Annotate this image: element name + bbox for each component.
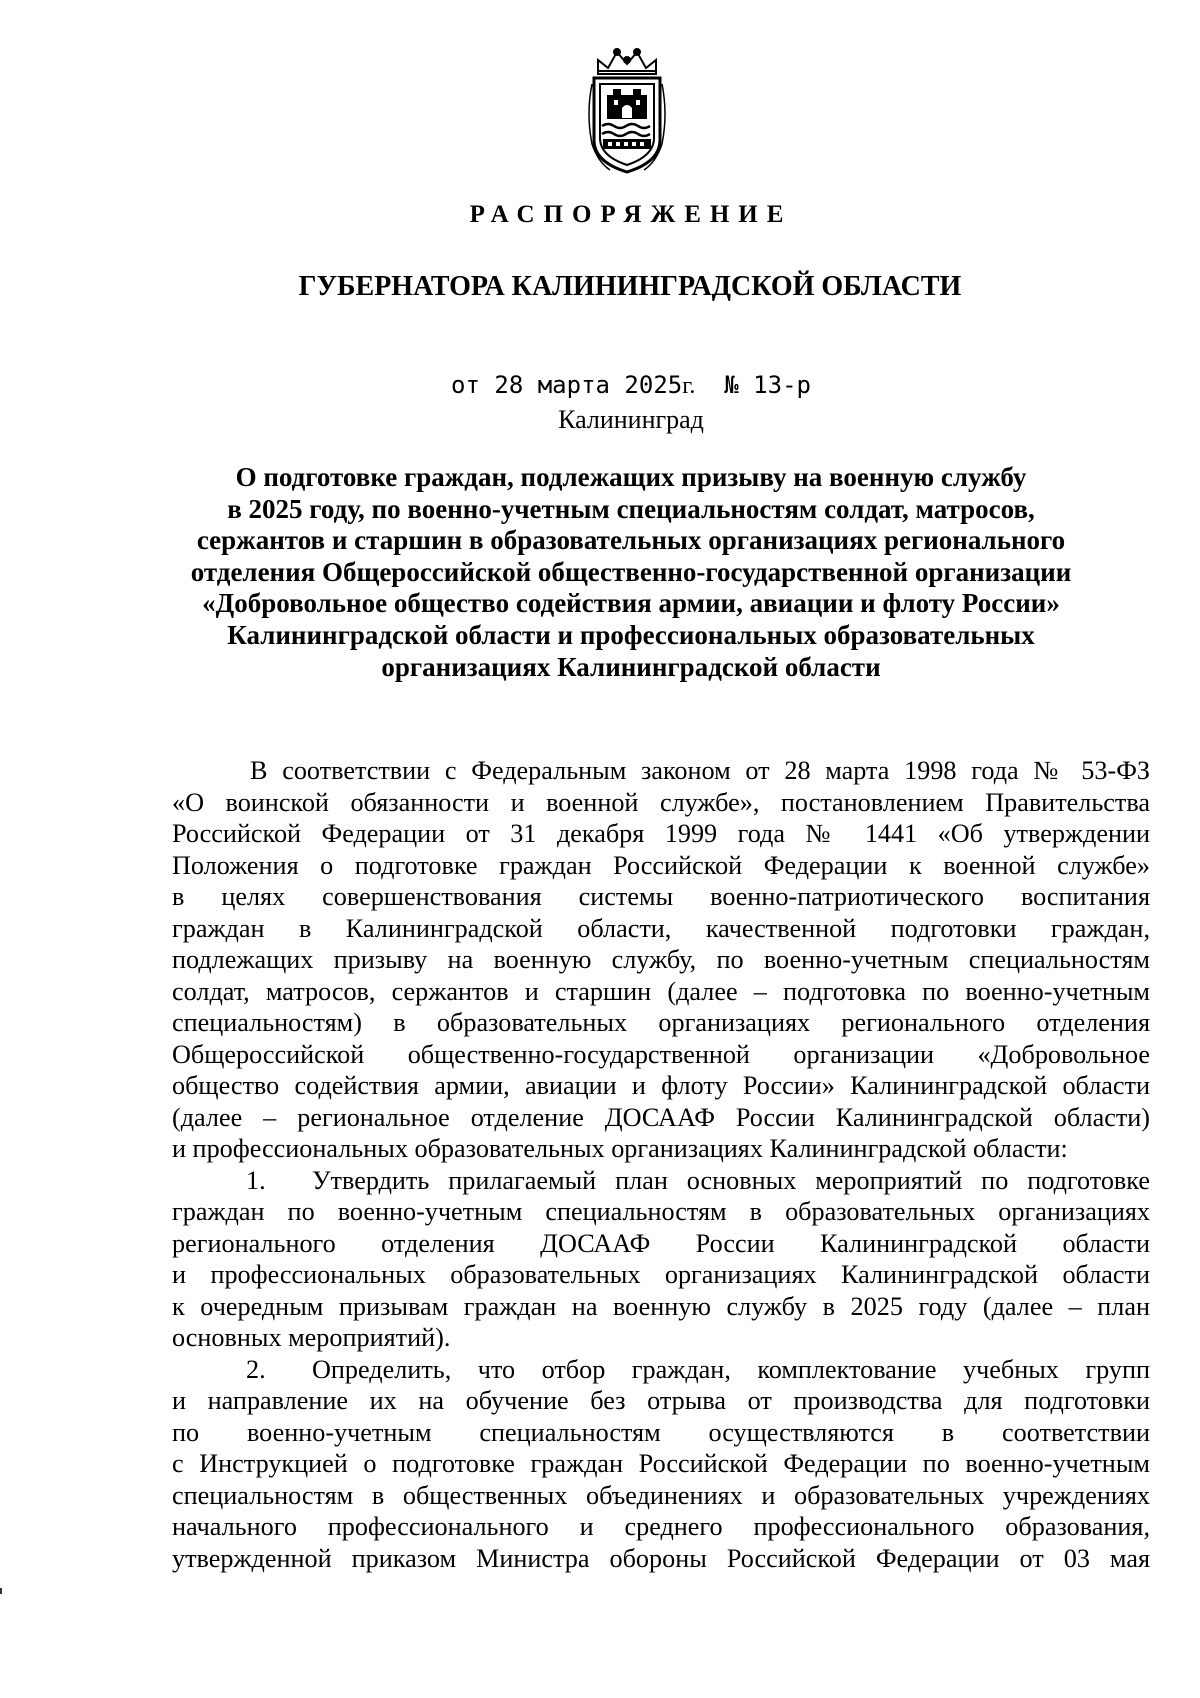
body-line: основных мероприятий). <box>172 1323 451 1352</box>
body-line: с Инструкцией о подготовке граждан Российской Федерации по военно-учетным <box>172 1449 1150 1478</box>
body-line: граждан в Калининградской области, качественной подготовки граждан, <box>172 913 1150 943</box>
title-line: в 2025 году, по военно-учетным специальностям солдат, матросов, <box>227 493 1035 524</box>
body-line: утвержденной приказом Министра обороны Российской Федерации от 03 мая <box>172 1543 1150 1573</box>
document-city: Калининград <box>558 405 704 434</box>
document-type-heading: РАСПОРЯЖЕНИЕ <box>469 201 793 228</box>
body-line: солдат, матросов, сержантов и старшин (далее – подготовка по военно-учетным <box>172 976 1150 1006</box>
body-line: специальностям в общественных объединениях и образовательных учреждениях <box>172 1480 1150 1510</box>
body-line: специальностям) в образовательных организациях регионального отделения <box>172 1008 1150 1037</box>
item-number: 1. <box>246 1165 266 1195</box>
scan-artifact-mark <box>0 1588 2 1594</box>
item-number: 2. <box>246 1354 266 1384</box>
body-line: (далее – региональное отделение ДОСААФ России Калининградской области) <box>172 1102 1150 1132</box>
body-line: к очередным призывам граждан на военную службу в 2025 году (далее – план <box>172 1291 1150 1321</box>
document-date: от 28 марта 2025 <box>451 371 683 399</box>
body-line: В соответствии с Федеральным законом от 28 марта 1998 года № 53-ФЗ <box>250 756 1150 785</box>
title-line: организациях Калининградской области <box>381 651 881 682</box>
body-line: в целях совершенствования системы военно-патриотического воспитания <box>172 882 1150 911</box>
body-line: Российской Федерации от 31 декабря 1999 года № 1441 «Об утверждении <box>172 819 1150 848</box>
document-number: № 13-р <box>724 371 811 399</box>
body-line: и направление их на обучение без отрыва от производства для подготовки <box>172 1386 1150 1415</box>
title-line: «Добровольное общество содействия армии, авиации и флоту России» <box>202 588 1060 619</box>
preamble-paragraph <box>172 755 1150 1165</box>
issuing-authority-heading: ГУБЕРНАТОРА КАЛИНИНГРАДСКОЙ ОБЛАСТИ <box>298 271 962 302</box>
body-line: Общероссийской общественно-государственной организации «Добровольное <box>172 1039 1150 1069</box>
body-line: подлежащих призыву на военную службу, по военно-учетным специальностям <box>172 945 1150 974</box>
title-line: отделения Общероссийской общественно-государственной организации <box>190 556 1072 587</box>
document-body <box>172 755 1150 1574</box>
body-line: регионального отделения ДОСААФ России Калининградской области <box>172 1228 1150 1258</box>
coat-of-arms-emblem <box>584 44 670 176</box>
body-line: Положения о подготовке граждан Российской Федерации к военной службе» <box>172 850 1150 880</box>
title-line: Калининградской области и профессиональных образовательных <box>227 619 1035 650</box>
body-line: граждан по военно-учетным специальностям в образовательных организациях <box>172 1197 1150 1226</box>
body-line: Определить, что отбор граждан, комплектование учебных групп <box>312 1354 1150 1384</box>
document-title <box>120 462 1142 683</box>
body-line: и профессиональных образовательных организациях Калининградской области <box>172 1260 1150 1289</box>
date-year-suffix: г. <box>682 373 696 399</box>
body-line: «О воинской обязанности и военной службе», постановлением Правительства <box>172 787 1150 817</box>
body-line: и профессиональных образовательных организациях Калининградской области: <box>172 1134 1068 1163</box>
title-line: О подготовке граждан, подлежащих призыву на военную службу <box>235 462 1027 492</box>
body-line: общество содействия армии, авиации и флоту России» Калининградской области <box>172 1071 1150 1100</box>
body-line: по военно-учетным специальностям осуществляются в соответствии <box>172 1417 1150 1447</box>
body-line: Утвердить прилагаемый план основных мероприятий по подготовке <box>312 1165 1150 1195</box>
body-line: начального профессионального и среднего профессионального образования, <box>172 1512 1150 1541</box>
document-date-number <box>0 370 1200 401</box>
title-line: сержантов и старшин в образовательных организациях регионального <box>196 525 1066 556</box>
item-first-line <box>172 1354 1150 1386</box>
item-2-paragraph <box>172 1354 1150 1575</box>
item-1-paragraph <box>172 1165 1150 1354</box>
item-first-line <box>172 1165 1150 1197</box>
